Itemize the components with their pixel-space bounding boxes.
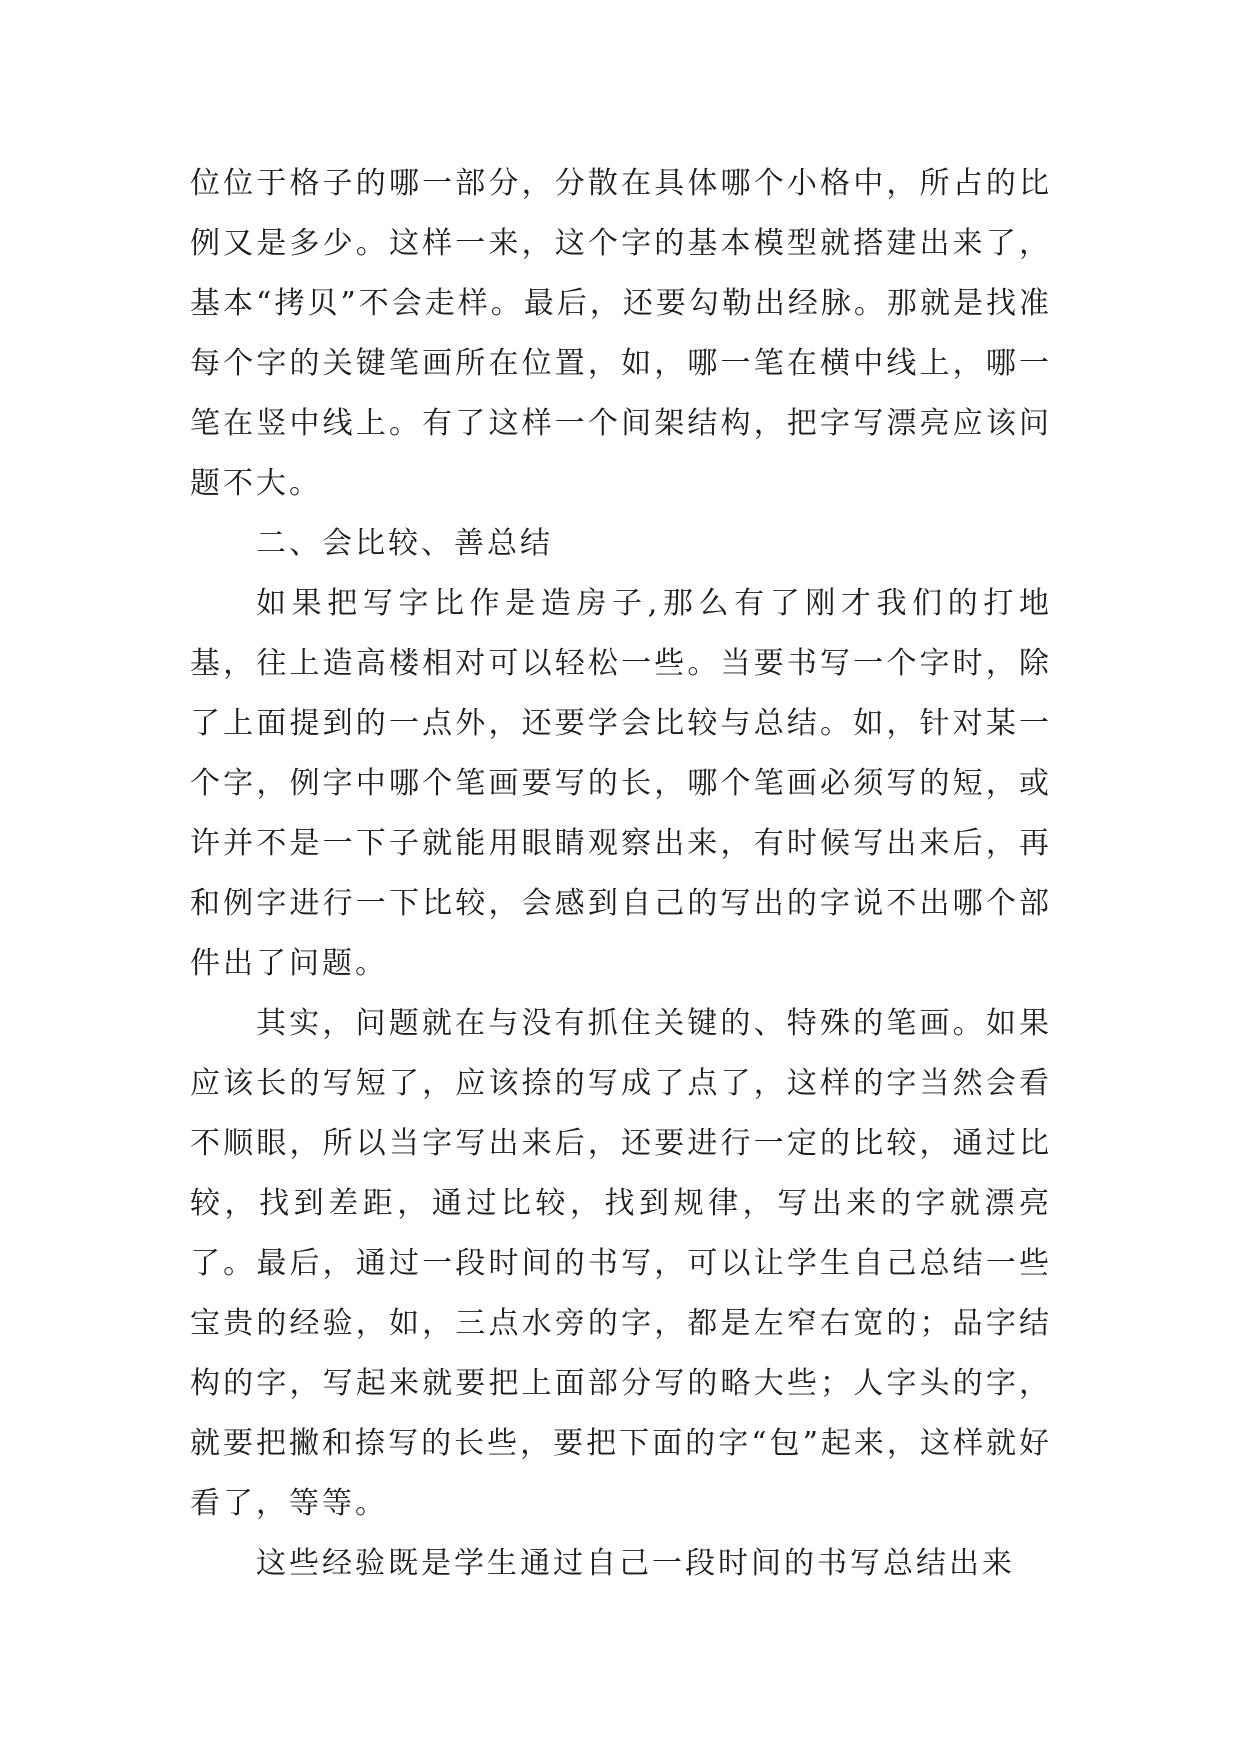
section-heading: 二、会比较、善总结 [256, 526, 553, 561]
paragraph-comparison: 如果把写字比作是造房子,那么有了刚才我们的打地基，往上造高楼相对可以轻松一些。当要书写一个字时，除了上面提到的一点外，还要学会比较与总结。如，针对某一个字，例字中哪个笔画要写的长，哪个笔画必须写的短，或许并不是一下子就能用眼睛观察出来，有时候写出来后，再和例字进行一下比较，会感到自己的写出的字说不出哪个部件出了问题。 [190, 586, 1052, 981]
paragraph-key-strokes: 其实，问题就在与没有抓住关键的、特殊的笔画。如果应该长的写短了，应该捺的写成了点了，这样的字当然会看不顺眼，所以当字写出来后，还要进行一定的比较，通过比较，找到差距，通过比较，找到规律，写出来的字就漂亮了。最后，通过一段时间的书写，可以让学生自己总结一些宝贵的经验，如，三点水旁的字，都是左窄右宽的；品字结构的字，写起来就要把上面部分写的略大些；人字头的字，就要把撇和捺写的长些，要把下面的字“包”起来，这样就好看了，等等。 [190, 1006, 1052, 1521]
body-text [190, 154, 1052, 1594]
paragraph-continuation: 位位于格子的哪一部分，分散在具体哪个小格中，所占的比例又是多少。这样一来，这个字的基本模型就搭建出来了，基本“拷贝”不会走样。最后，还要勾勒出经脉。那就是找准每个字的关键笔画所在位置，如，哪一笔在横中线上，哪一笔在竖中线上。有了这样一个间架结构，把字写漂亮应该问题不大。 [190, 166, 1052, 501]
paragraph-experience: 这些经验既是学生通过自己一段时间的书写总结出来 [256, 1546, 1015, 1581]
